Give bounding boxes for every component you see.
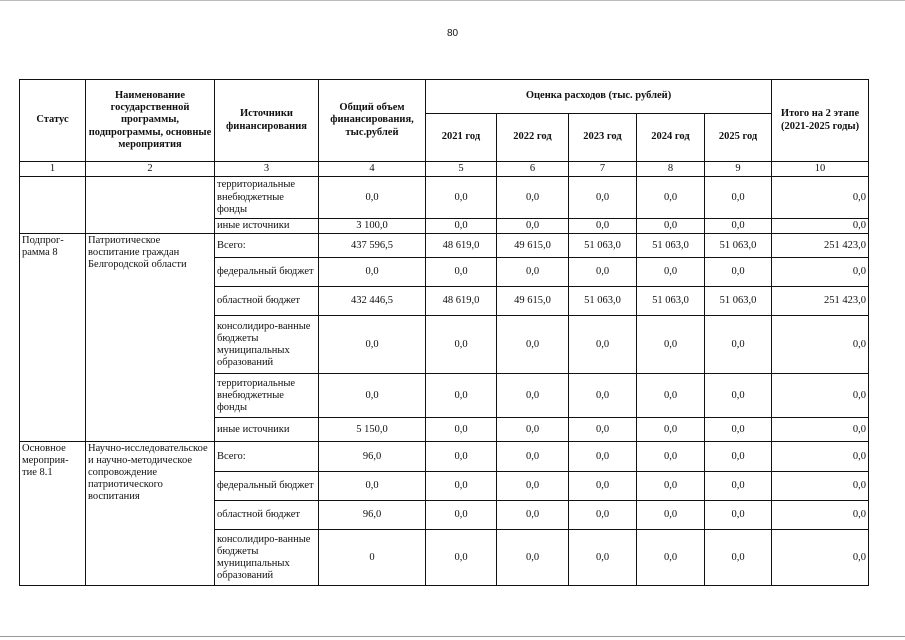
source-cell: Всего:: [215, 442, 319, 472]
year-cell: 0,0: [637, 219, 705, 234]
name-cell-empty: [86, 177, 215, 234]
year-cell: 0,0: [426, 501, 497, 530]
year-cell: 0,0: [426, 442, 497, 472]
header-year: 2023 год: [569, 114, 637, 162]
year-cell: 0,0: [497, 501, 569, 530]
year-cell: 49 615,0: [497, 234, 569, 258]
year-cell: 0,0: [705, 530, 772, 586]
year-cell: 51 063,0: [705, 287, 772, 316]
year-cell: 0,0: [497, 418, 569, 442]
year-cell: 0,0: [569, 219, 637, 234]
total-cell: 0: [319, 530, 426, 586]
source-cell: областной бюджет: [215, 287, 319, 316]
year-cell: 0,0: [569, 501, 637, 530]
stage-total-cell: 251 423,0: [772, 234, 869, 258]
source-cell: Всего:: [215, 234, 319, 258]
scan-bottom-edge: [0, 636, 905, 637]
year-cell: 0,0: [637, 530, 705, 586]
year-cell: 0,0: [426, 472, 497, 501]
total-cell: 3 100,0: [319, 219, 426, 234]
header-status: Статус: [20, 80, 86, 162]
stage-total-cell: 0,0: [772, 442, 869, 472]
page-number: 80: [446, 28, 459, 39]
total-cell: 96,0: [319, 442, 426, 472]
stage-total-cell: 0,0: [772, 418, 869, 442]
source-cell: иные источники: [215, 418, 319, 442]
year-cell: 0,0: [705, 442, 772, 472]
stage-total-cell: 0,0: [772, 177, 869, 219]
year-cell: 0,0: [426, 418, 497, 442]
header-year: 2021 год: [426, 114, 497, 162]
header-sources: Источники финансирования: [215, 80, 319, 162]
year-cell: 0,0: [705, 374, 772, 418]
year-cell: 0,0: [569, 177, 637, 219]
year-cell: 0,0: [426, 177, 497, 219]
header-total-volume: Общий объем финансирования, тыс.рублей: [319, 80, 426, 162]
year-cell: 0,0: [426, 316, 497, 374]
year-cell: 0,0: [497, 219, 569, 234]
financing-table: [19, 79, 869, 586]
status-cell: Основное мероприя-тие 8.1: [20, 442, 86, 586]
total-cell: 0,0: [319, 316, 426, 374]
year-cell: 0,0: [705, 501, 772, 530]
stage-total-cell: 0,0: [772, 530, 869, 586]
stage-total-cell: 0,0: [772, 501, 869, 530]
year-cell: 0,0: [705, 472, 772, 501]
column-number: 1: [20, 162, 86, 177]
year-cell: 0,0: [497, 177, 569, 219]
year-cell: 0,0: [569, 472, 637, 501]
year-cell: 0,0: [497, 442, 569, 472]
name-cell: Патриотическое воспитание граждан Белгородской области: [86, 234, 215, 442]
year-cell: 0,0: [637, 472, 705, 501]
source-cell: областной бюджет: [215, 501, 319, 530]
year-cell: 0,0: [426, 530, 497, 586]
year-cell: 0,0: [569, 258, 637, 287]
stage-total-cell: 0,0: [772, 374, 869, 418]
total-cell: 437 596,5: [319, 234, 426, 258]
year-cell: 0,0: [497, 258, 569, 287]
year-cell: 0,0: [569, 374, 637, 418]
year-cell: 0,0: [637, 442, 705, 472]
year-cell: 0,0: [426, 258, 497, 287]
year-cell: 0,0: [705, 219, 772, 234]
scan-top-edge: [0, 0, 905, 1]
header-name: Наименование государственной программы, подпрограммы, основные мероприятия: [86, 80, 215, 162]
year-cell: 0,0: [426, 219, 497, 234]
year-cell: 0,0: [637, 177, 705, 219]
year-cell: 0,0: [637, 418, 705, 442]
total-cell: 5 150,0: [319, 418, 426, 442]
source-cell: иные источники: [215, 219, 319, 234]
source-cell: консолидиро-ванные бюджеты муниципальных образований: [215, 316, 319, 374]
year-cell: 0,0: [569, 418, 637, 442]
year-cell: 51 063,0: [569, 234, 637, 258]
stage-total-cell: 0,0: [772, 219, 869, 234]
year-cell: 0,0: [569, 442, 637, 472]
header-year: 2024 год: [637, 114, 705, 162]
source-cell: федеральный бюджет: [215, 472, 319, 501]
column-number: 6: [497, 162, 569, 177]
year-cell: 51 063,0: [569, 287, 637, 316]
total-cell: 0,0: [319, 177, 426, 219]
column-number: 3: [215, 162, 319, 177]
year-cell: 0,0: [569, 530, 637, 586]
column-number: 8: [637, 162, 705, 177]
total-cell: 0,0: [319, 374, 426, 418]
table-row: [20, 177, 869, 219]
column-number: 4: [319, 162, 426, 177]
year-cell: 0,0: [497, 472, 569, 501]
year-cell: 0,0: [705, 177, 772, 219]
year-cell: 0,0: [705, 258, 772, 287]
column-number: 9: [705, 162, 772, 177]
stage-total-cell: 0,0: [772, 472, 869, 501]
year-cell: 51 063,0: [637, 234, 705, 258]
year-cell: 0,0: [705, 316, 772, 374]
header-estimate: Оценка расходов (тыс. рублей): [426, 80, 772, 114]
header-year: 2025 год: [705, 114, 772, 162]
source-cell: федеральный бюджет: [215, 258, 319, 287]
header-year: 2022 год: [497, 114, 569, 162]
total-cell: 0,0: [319, 258, 426, 287]
year-cell: 0,0: [426, 374, 497, 418]
column-number: 10: [772, 162, 869, 177]
source-cell: территориальные внебюджетные фонды: [215, 374, 319, 418]
year-cell: 0,0: [637, 258, 705, 287]
year-cell: 49 615,0: [497, 287, 569, 316]
year-cell: 0,0: [637, 316, 705, 374]
status-cell-empty: [20, 177, 86, 234]
column-number: 2: [86, 162, 215, 177]
stage-total-cell: 0,0: [772, 316, 869, 374]
year-cell: 48 619,0: [426, 287, 497, 316]
year-cell: 48 619,0: [426, 234, 497, 258]
year-cell: 0,0: [497, 316, 569, 374]
source-cell: территориальные внебюджетные фонды: [215, 177, 319, 219]
table-row: [20, 442, 869, 472]
year-cell: 51 063,0: [705, 234, 772, 258]
stage-total-cell: 0,0: [772, 258, 869, 287]
year-cell: 0,0: [569, 316, 637, 374]
table-row: [20, 234, 869, 258]
name-cell: Научно-исследовательское и научно-методическое сопровождение патриотического воспитания: [86, 442, 215, 586]
total-cell: 0,0: [319, 472, 426, 501]
year-cell: 0,0: [637, 501, 705, 530]
year-cell: 0,0: [705, 418, 772, 442]
header-stage-total: Итого на 2 этапе (2021-2025 годы): [772, 80, 869, 162]
column-number: 7: [569, 162, 637, 177]
year-cell: 51 063,0: [637, 287, 705, 316]
year-cell: 0,0: [637, 374, 705, 418]
year-cell: 0,0: [497, 530, 569, 586]
status-cell: Подпрог-рамма 8: [20, 234, 86, 442]
column-number: 5: [426, 162, 497, 177]
total-cell: 432 446,5: [319, 287, 426, 316]
year-cell: 0,0: [497, 374, 569, 418]
total-cell: 96,0: [319, 501, 426, 530]
stage-total-cell: 251 423,0: [772, 287, 869, 316]
source-cell: консолидиро-ванные бюджеты муниципальных образований: [215, 530, 319, 586]
